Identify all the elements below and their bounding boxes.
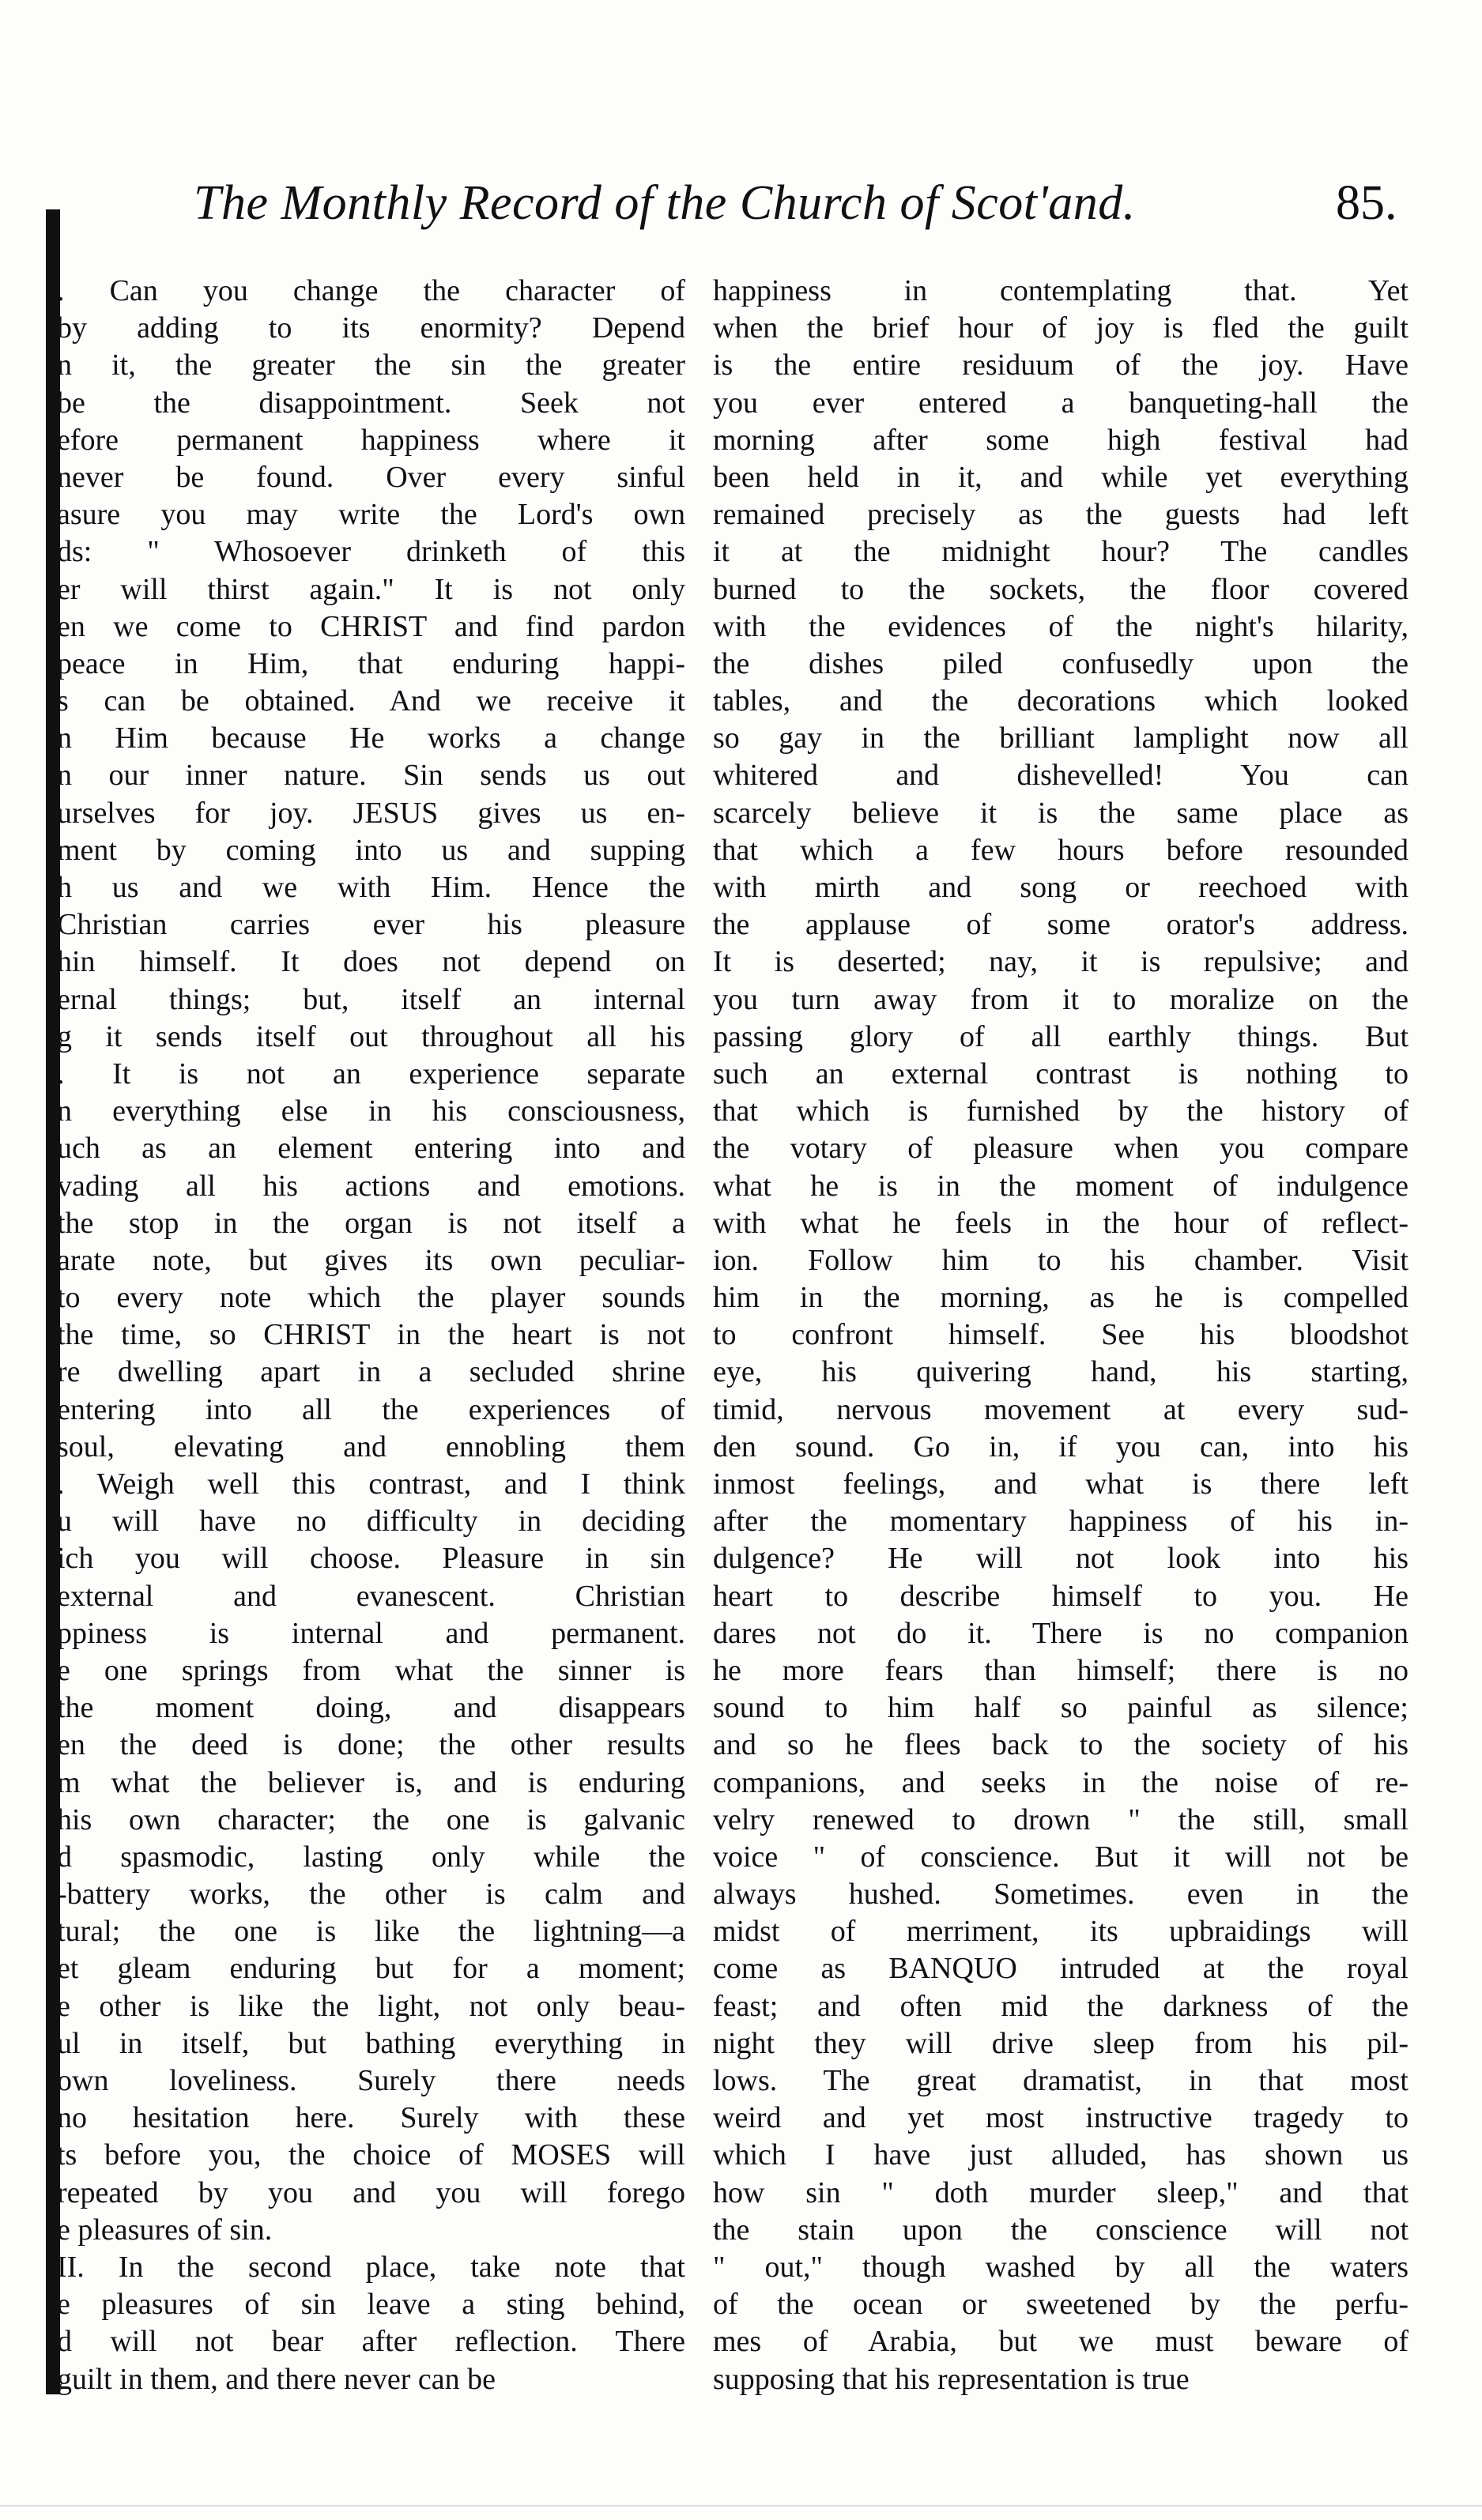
text-line: that which is furnished by the history of — [713, 1094, 1408, 1128]
text-line: he more fears than himself; there is no — [713, 1653, 1408, 1687]
text-line: entering into all the experiences of — [57, 1392, 685, 1426]
text-line: feast; and often mid the darkness of the — [713, 1989, 1408, 2023]
text-line: sound to him half so painful as silence; — [713, 1691, 1408, 1725]
text-line: with mirth and song or reechoed with — [713, 871, 1408, 904]
text-line: supposing that his representation is true — [713, 2362, 1190, 2396]
text-line: with the evidences of the night's hilarity, — [713, 609, 1408, 643]
text-line: n everything else in his consciousness, — [57, 1094, 685, 1128]
text-line: to confront himself. See his bloodshot — [713, 1318, 1408, 1352]
text-line: it at the midnight hour? The candles — [713, 535, 1408, 569]
text-line: the dishes piled confusedly upon the — [713, 646, 1408, 680]
text-line: lows. The great dramatist, in that most — [713, 2064, 1408, 2097]
text-line: own loveliness. Surely there needs — [57, 2064, 685, 2097]
text-line: ion. Follow him to his chamber. Visit — [713, 1243, 1408, 1277]
text-line: remained precisely as the guests had left — [713, 498, 1408, 532]
text-line: after the momentary happiness of his in- — [713, 1505, 1408, 1539]
text-line: timid, nervous movement at every sud- — [713, 1392, 1408, 1426]
text-line: no hesitation here. Surely with these — [57, 2101, 685, 2135]
text-line: d spasmodic, lasting only while the — [57, 1840, 685, 1874]
text-line: . Can you change the character of — [57, 274, 685, 307]
text-line: whitered and dishevelled! You can — [713, 759, 1408, 793]
text-line: soul, elevating and ennobling them — [57, 1430, 685, 1463]
text-line: g it sends itself out throughout all his — [57, 1019, 685, 1053]
text-line: be the disappointment. Seek not — [57, 386, 685, 420]
text-line: e other is like the light, not only beau- — [57, 1989, 685, 2023]
text-line: et gleam enduring but for a moment; — [57, 1952, 685, 1986]
text-line: dares not do it. There is no companion — [713, 1616, 1408, 1650]
left-column — [57, 273, 685, 2398]
text-line: ment by coming into us and supping — [57, 833, 685, 867]
text-line: come as BANQUO intruded at the royal — [713, 1952, 1408, 1986]
text-line: dulgence? He will not look into his — [713, 1542, 1408, 1576]
text-line: n our inner nature. Sin sends us out — [57, 759, 685, 793]
text-line: what he is in the moment of indulgence — [713, 1169, 1408, 1203]
text-line: when the brief hour of joy is fled the guilt — [713, 311, 1408, 345]
text-line: weird and yet most instructive tragedy to — [713, 2101, 1408, 2135]
text-line: the moment doing, and disappears — [57, 1691, 685, 1725]
text-line: passing glory of all earthly things. But — [713, 1019, 1408, 1053]
text-line: guilt in them, and there never can be — [57, 2362, 496, 2396]
text-line: vading all his actions and emotions. — [57, 1169, 685, 1203]
text-line: m what the believer is, and is enduring — [57, 1765, 685, 1799]
text-line: happiness in contemplating that. Yet — [713, 274, 1408, 307]
text-line: tables, and the decorations which looked — [713, 684, 1408, 718]
text-line: h us and we with Him. Hence the — [57, 871, 685, 904]
text-line: to every note which the player sounds — [57, 1281, 685, 1315]
text-line: night they will drive sleep from his pil- — [713, 2026, 1408, 2060]
text-line: by adding to its enormity? Depend — [57, 311, 685, 345]
text-line: hin himself. It does not depend on — [57, 945, 685, 979]
text-line: e pleasures of sin. — [57, 2213, 273, 2247]
text-line: ernal things; but, itself an internal — [57, 982, 685, 1016]
text-line: repeated by you and you will forego — [57, 2175, 685, 2209]
text-line: e pleasures of sin leave a sting behind, — [57, 2288, 685, 2322]
text-line: companions, and seeks in the noise of re- — [713, 1765, 1408, 1799]
text-line: heart to describe himself to you. He — [713, 1579, 1408, 1613]
running-title: The Monthly Record of the Church of Scot'and. — [194, 176, 1136, 230]
text-line: that which a few hours before resounded — [713, 833, 1408, 867]
text-line: efore permanent happiness where it — [57, 423, 685, 457]
text-line: the stop in the organ is not itself a — [57, 1206, 685, 1240]
text-line: e one springs from what the sinner is — [57, 1653, 685, 1687]
text-line: velry renewed to drown " the still, small — [713, 1802, 1408, 1836]
text-line: er will thirst again." It is not only — [57, 572, 685, 606]
text-line: . It is not an experience separate — [57, 1057, 685, 1090]
text-line: ts before you, the choice of MOSES will — [57, 2138, 685, 2172]
text-line: you ever entered a banqueting-hall the — [713, 386, 1408, 420]
text-line: eye, his quivering hand, his starting, — [713, 1355, 1408, 1389]
page-bottom-edge — [0, 2505, 1482, 2507]
text-line: Christian carries ever his pleasure — [57, 908, 685, 942]
text-line: peace in Him, that enduring happi- — [57, 646, 685, 680]
text-line: s can be obtained. And we receive it — [57, 684, 685, 718]
text-line: n it, the greater the sin the greater — [57, 348, 685, 382]
text-line: always hushed. Sometimes. even in the — [713, 1878, 1408, 1912]
text-line: en we come to CHRIST and find pardon — [57, 609, 685, 643]
text-line: midst of merriment, its upbraidings will — [713, 1915, 1408, 1949]
text-line: is the entire residuum of the joy. Have — [713, 348, 1408, 382]
text-line: en the deed is done; the other results — [57, 1728, 685, 1762]
text-line: n Him because He works a change — [57, 721, 685, 755]
text-line: -battery works, the other is calm and — [57, 1878, 685, 1912]
text-line: morning after some high festival had — [713, 423, 1408, 457]
text-line: burned to the sockets, the floor covered — [713, 572, 1408, 606]
text-line: voice " of conscience. But it will not be — [713, 1840, 1408, 1874]
text-line: been held in it, and while yet everything — [713, 460, 1408, 494]
text-line: ds: " Whosoever drinketh of this — [57, 535, 685, 569]
text-line: you turn away from it to moralize on the — [713, 982, 1408, 1016]
text-line: of the ocean or sweetened by the perfu- — [713, 2288, 1408, 2322]
text-line: u will have no difficulty in deciding — [57, 1505, 685, 1539]
text-line: tural; the one is like the lightning—a — [57, 1915, 685, 1949]
text-line: uch as an element entering into and — [57, 1132, 685, 1166]
text-line: with what he feels in the hour of reflect- — [713, 1206, 1408, 1240]
text-line: which I have just alluded, has shown us — [713, 2138, 1408, 2172]
text-line: urselves for joy. JESUS gives us en- — [57, 796, 685, 830]
text-line: re dwelling apart in a secluded shrine — [57, 1355, 685, 1389]
right-column — [713, 273, 1408, 2398]
text-line: arate note, but gives its own peculiar- — [57, 1243, 685, 1277]
text-line: so gay in the brilliant lamplight now all — [713, 721, 1408, 755]
text-line: how sin " doth murder sleep," and that — [713, 2175, 1408, 2209]
text-line: den sound. Go in, if you can, into his — [713, 1430, 1408, 1463]
text-line: It is deserted; nay, it is repulsive; and — [713, 945, 1408, 979]
text-line: never be found. Over every sinful — [57, 460, 685, 494]
text-line: d will not bear after reflection. There — [57, 2325, 685, 2359]
text-line: inmost feelings, and what is there left — [713, 1467, 1408, 1501]
text-line: II. In the second place, take note that — [57, 2250, 685, 2284]
text-line: him in the morning, as he is compelled — [713, 1281, 1408, 1315]
text-line: . Weigh well this contrast, and I think — [57, 1467, 685, 1501]
text-line: such an external contrast is nothing to — [713, 1057, 1408, 1090]
text-line: " out," though washed by all the waters — [713, 2250, 1408, 2284]
text-line: mes of Arabia, but we must beware of — [713, 2325, 1408, 2359]
page-number: 85. — [1336, 176, 1397, 230]
text-line: and so he flees back to the society of his — [713, 1728, 1408, 1762]
text-line: ul in itself, but bathing everything in — [57, 2026, 685, 2060]
text-line: asure you may write the Lord's own — [57, 498, 685, 532]
text-line: ppiness is internal and permanent. — [57, 1616, 685, 1650]
text-line: scarcely believe it is the same place as — [713, 796, 1408, 830]
text-line: ich you will choose. Pleasure in sin — [57, 1542, 685, 1576]
text-line: the votary of pleasure when you compare — [713, 1132, 1408, 1166]
text-line: the stain upon the conscience will not — [713, 2213, 1408, 2247]
text-line: his own character; the one is galvanic — [57, 1802, 685, 1836]
text-line: external and evanescent. Christian — [57, 1579, 685, 1613]
text-line: the applause of some orator's address. — [713, 908, 1408, 942]
text-line: the time, so CHRIST in the heart is not — [57, 1318, 685, 1352]
